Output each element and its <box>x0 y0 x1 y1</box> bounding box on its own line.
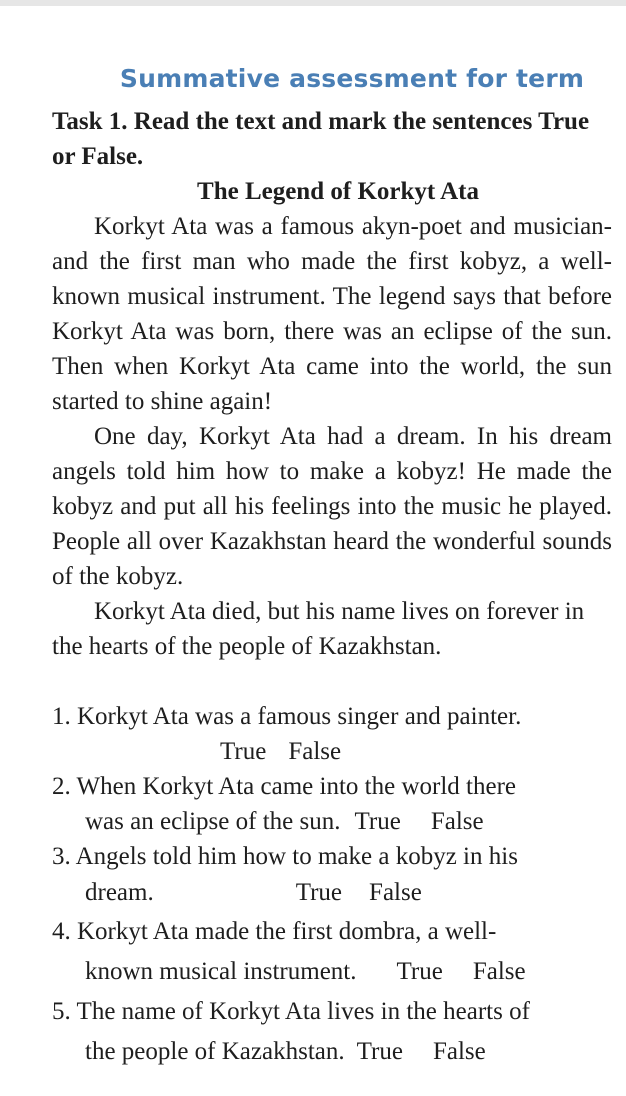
question-item <box>52 769 612 839</box>
story-paragraph: Korkyt Ata was a famous akyn-poet and musician- and the first man who made the first kobyz, a well-known musical instrument. The legend says that before Korkyt Ata was born, there was an eclipse of the sun. Then when Korkyt Ata came into the world, the sun started to shine again! <box>52 213 612 415</box>
question-text-continued: known musical instrument. <box>85 958 357 985</box>
question-text-continued: was an eclipse of the sun. <box>85 808 341 835</box>
story-title: The Legend of Korkyt Ata <box>197 178 479 205</box>
worksheet-page <box>52 60 612 1072</box>
spacer <box>52 664 612 699</box>
question-text: 3. Angels told him how to make a kobyz in his <box>52 843 518 870</box>
question-text-continued: dream. <box>85 879 154 906</box>
question-text-continued: the people of Kazakhstan. <box>85 1038 345 1065</box>
assessment-heading: Summative assessment for term <box>119 64 585 93</box>
question-item <box>52 699 612 769</box>
question-item <box>52 839 612 912</box>
question-text: 4. Korkyt Ata made the first dombra, a well- <box>52 918 497 945</box>
true-option[interactable]: True <box>354 808 401 835</box>
false-option[interactable]: False <box>472 958 526 985</box>
question-text: 5. The name of Korkyt Ata lives in the hearts of <box>52 998 530 1025</box>
task-instruction: Task 1. Read the text and mark the sentences True or False. <box>52 108 590 170</box>
question-item <box>52 912 612 992</box>
false-option[interactable]: False <box>430 808 484 835</box>
true-option[interactable]: True <box>220 738 267 765</box>
true-option[interactable]: True <box>356 1038 403 1065</box>
story-paragraph: One day, Korkyt Ata had a dream. In his dream angels told him how to make a kobyz! He made the kobyz and put all his feelings into the music he played. People all over Kazakhstan heard the wonderful sounds of the kobyz. <box>52 423 612 590</box>
false-option[interactable]: False <box>288 738 342 765</box>
top-strip <box>0 0 626 6</box>
question-item <box>52 992 612 1072</box>
question-text: 1. Korkyt Ata was a famous singer and painter. <box>52 703 522 730</box>
true-option[interactable]: True <box>295 879 343 906</box>
false-option[interactable]: False <box>432 1038 486 1065</box>
true-option[interactable]: True <box>396 958 443 985</box>
story-paragraph: Korkyt Ata died, but his name lives on forever in the hearts of the people of Kazakhstan. <box>52 598 585 660</box>
false-option[interactable]: False <box>369 879 422 906</box>
question-text: 2. When Korkyt Ata came into the world there <box>52 773 516 800</box>
